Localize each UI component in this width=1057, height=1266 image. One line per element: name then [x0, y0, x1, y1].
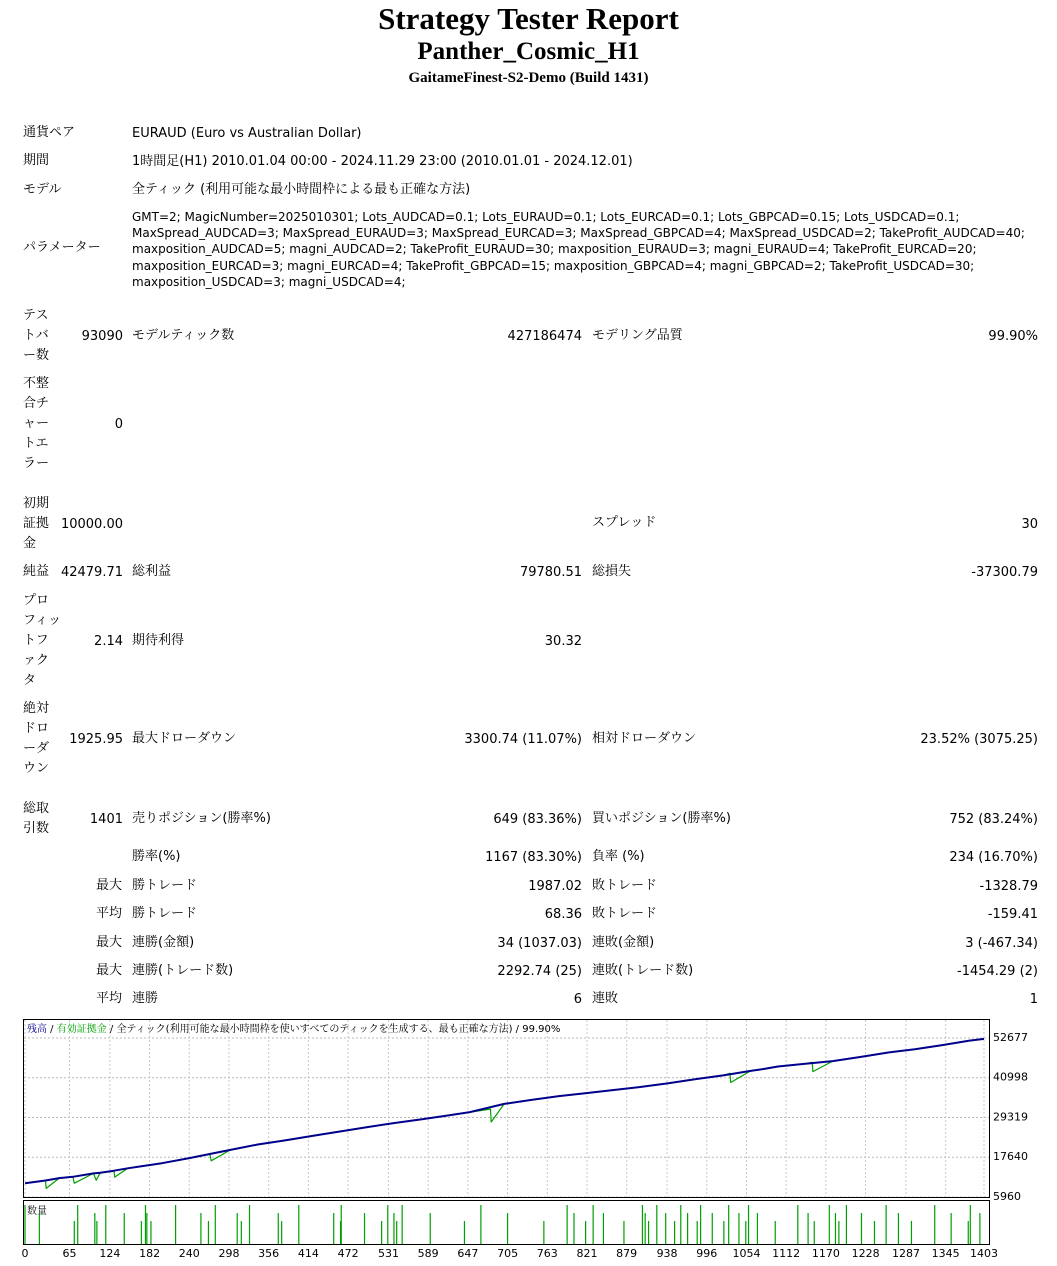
- consec-losses-money-value: 3 (-467.34): [965, 936, 1038, 951]
- spread-label: スプレッド: [592, 515, 657, 530]
- mismatch-value: 0: [114, 417, 123, 432]
- x-tick-label: 65: [62, 1247, 77, 1260]
- x-tick-label: 356: [258, 1247, 280, 1260]
- y-tick-label: 17640: [993, 1150, 1028, 1164]
- volume-chart-plot: [24, 1201, 989, 1244]
- pair-value: EURAUD (Euro vs Australian Dollar): [132, 126, 362, 141]
- rel-dd-value: 23.52% (3075.25): [920, 732, 1038, 747]
- x-tick-label: 647: [457, 1247, 479, 1260]
- legend-part-3: /: [106, 1024, 117, 1035]
- y-tick-label: 5960: [993, 1190, 1021, 1203]
- spread-value: 30: [1021, 517, 1038, 532]
- model-value: 全ティック (利用可能な最小時間枠による最も正確な方法): [132, 182, 471, 197]
- x-tick-label: 414: [297, 1247, 319, 1260]
- abs-dd-label: 絶対ドローダウン: [23, 701, 50, 776]
- x-tick-label: 124: [99, 1247, 121, 1260]
- expected-label: 期待利得: [132, 633, 185, 648]
- model-label: モデル: [23, 182, 62, 197]
- x-tick-label: 472: [337, 1247, 359, 1260]
- consec-losses-count-value: -1454.29 (2): [957, 964, 1038, 979]
- lossrate-label: 負率 (%): [592, 849, 645, 864]
- avg-win-value: 68.36: [544, 907, 582, 922]
- x-tick-label: 182: [139, 1247, 161, 1260]
- lossrate-value: 234 (16.70%): [949, 850, 1038, 865]
- legend-part-6: 99.90%: [522, 1024, 561, 1035]
- x-tick-label: 1403: [970, 1247, 998, 1260]
- max-dd-value: 3300.74 (11.07%): [464, 732, 582, 747]
- quality-value: 99.90%: [988, 329, 1038, 344]
- x-tick-label: 1112: [772, 1247, 801, 1260]
- balance-line: [25, 1039, 984, 1183]
- abs-dd-value: 1925.95: [69, 732, 123, 747]
- gross-profit-label: 総利益: [132, 564, 172, 579]
- report-subtitle: Panther_Cosmic_H1: [417, 38, 640, 65]
- server-name: GaitameFinest-S2-Demo (Build 1431): [408, 70, 649, 86]
- long-value: 752 (83.24%): [949, 812, 1038, 827]
- x-tick-label: 1054: [732, 1247, 761, 1260]
- x-tick-label: 821: [576, 1247, 598, 1260]
- x-tick-label: 1170: [811, 1247, 840, 1260]
- x-tick-label: 705: [497, 1247, 519, 1260]
- x-tick-label: 879: [616, 1247, 638, 1260]
- x-tick-label: 938: [656, 1247, 678, 1260]
- x-tick-label: 0: [21, 1247, 29, 1260]
- mismatch-label: 不整合チャートエラー: [23, 376, 50, 471]
- consec-wins-count-value: 2292.74 (25): [497, 964, 582, 979]
- x-tick-label: 240: [178, 1247, 200, 1260]
- max1-label: 最大: [96, 878, 123, 893]
- period-label: 期間: [23, 153, 50, 168]
- period-value: 1時間足(H1) 2010.01.04 00:00 - 2024.11.29 23:00 (2010.01.01 - 2024.12.01): [132, 154, 633, 169]
- y-tick-label: 52677: [993, 1031, 1028, 1044]
- net-label: 純益: [23, 564, 50, 579]
- quality-label: モデリング品質: [592, 328, 683, 343]
- avg2-label: 平均: [96, 991, 123, 1006]
- pair-label: 通貨ペア: [23, 125, 76, 140]
- gross-loss-value: -37300.79: [971, 565, 1038, 580]
- ticks-label: モデルティック数: [132, 328, 235, 343]
- pf-value: 2.14: [94, 634, 123, 649]
- consec-wins-count-label: 連勝(トレード数): [132, 963, 234, 978]
- legend-part-2: 有効証拠金: [56, 1024, 107, 1035]
- ticks-value: 427186474: [507, 329, 582, 344]
- max-dd-label: 最大ドローダウン: [132, 731, 237, 746]
- x-tick-label: 298: [218, 1247, 240, 1260]
- y-tick-label: 40998: [993, 1070, 1028, 1084]
- expected-value: 30.32: [544, 634, 582, 649]
- y-tick-label: 29319: [993, 1110, 1028, 1124]
- largest-win-value: 1987.02: [528, 879, 582, 894]
- x-tick-label: 589: [417, 1247, 439, 1260]
- winrate-value: 1167 (83.30%): [485, 850, 582, 865]
- legend-part-0: 残高: [27, 1024, 47, 1035]
- avg-consec-wins-value: 6: [573, 992, 582, 1007]
- balance-chart-plot: [24, 1020, 989, 1197]
- y-axis-ticks: [988, 1019, 1057, 1219]
- bars-label: テストバー数: [23, 308, 50, 363]
- avg-loss-value: -159.41: [987, 907, 1038, 922]
- bars-value: 93090: [81, 329, 123, 344]
- legend-part-4: 全ティック(利用可能な最小時間枠を使いすべてのティックを生成する、最も正確な方法): [116, 1024, 513, 1035]
- avg-consec-wins-label: 連勝: [132, 991, 159, 1006]
- x-tick-label: 1345: [931, 1247, 960, 1260]
- legend-part-5: /: [512, 1024, 523, 1035]
- avg-loss-label: 敗トレード: [592, 906, 658, 921]
- short-label: 売りポジション(勝率%): [132, 811, 271, 826]
- max2-label: 最大: [96, 935, 123, 950]
- largest-loss-label: 敗トレード: [592, 878, 658, 893]
- pf-label: プロフィットファクタ: [23, 593, 61, 688]
- params-value: GMT=2; MagicNumber=2025010301; Lots_AUDCAD=0.1; Lots_EURAUD=0.1; Lots_EURCAD=0.1; Lots_GBPCAD=0.15; Lots_USDCAD=0.1; MaxSpread_AUDCAD=3; MaxSpread_EURAUD=3; MaxSpread_EURCAD=3; MaxSpread_GBPCAD=4; MaxSpread_USDCAD=2; TakeProfit_AUDCAD=40; maxposition_AUDCAD=5; magni_AUDCAD=2; TakeProfit_EURAUD=30; maxposition_EURAUD=3; magni_EURAUD=4; TakeProfit_EURCAD=20; maxposition_EURCAD=3; magni_EURCAD=4; TakeProfit_GBPCAD=15; maxposition_GBPCAD=4; magni_GBPCAD=2; TakeProfit_USDCAD=30; maxposition_USDCAD=3; magni_USDCAD=4;: [132, 210, 1025, 289]
- gross-profit-value: 79780.51: [519, 565, 582, 580]
- x-tick-label: 531: [377, 1247, 399, 1260]
- volume-label: 数量: [27, 1206, 47, 1217]
- report-title: Strategy Tester Report: [378, 1, 679, 36]
- winrate-label: 勝率(%): [132, 849, 181, 864]
- consec-losses-money-label: 連敗(金額): [592, 935, 655, 950]
- avg-consec-losses-label: 連敗: [592, 991, 619, 1006]
- chart-legend: [27, 1022, 560, 1035]
- deposit-value: 10000.00: [60, 517, 123, 532]
- legend-part-1: /: [47, 1024, 57, 1035]
- consec-wins-money-value: 34 (1037.03): [497, 936, 582, 951]
- balance-chart: [23, 1019, 990, 1198]
- params-label: パラメーター: [23, 240, 101, 255]
- deposit-label: 初期証拠金: [23, 496, 50, 551]
- long-label: 買いポジション(勝率%): [592, 811, 731, 826]
- x-tick-label: 996: [696, 1247, 718, 1260]
- equity-line: [25, 1039, 984, 1189]
- x-tick-label: 763: [536, 1247, 558, 1260]
- avg-consec-losses-value: 1: [1029, 992, 1038, 1007]
- avg-label: 平均: [96, 906, 123, 921]
- rel-dd-label: 相対ドローダウン: [592, 731, 697, 746]
- avg-win-label: 勝トレード: [132, 906, 198, 921]
- x-axis-ticks: [0, 1244, 1057, 1264]
- x-tick-label: 1228: [851, 1247, 880, 1260]
- short-value: 649 (83.36%): [493, 812, 582, 827]
- consec-wins-money-label: 連勝(金額): [132, 935, 195, 950]
- largest-win-label: 勝トレード: [132, 878, 198, 893]
- consec-losses-count-label: 連敗(トレード数): [592, 963, 694, 978]
- trades-value: 1401: [89, 812, 123, 827]
- trades-label: 総取引数: [23, 801, 50, 836]
- largest-loss-value: -1328.79: [979, 879, 1038, 894]
- volume-chart: [23, 1200, 990, 1245]
- gross-loss-label: 総損失: [592, 564, 632, 579]
- net-value: 42479.71: [60, 565, 123, 580]
- max3-label: 最大: [96, 963, 123, 978]
- x-tick-label: 1287: [891, 1247, 920, 1260]
